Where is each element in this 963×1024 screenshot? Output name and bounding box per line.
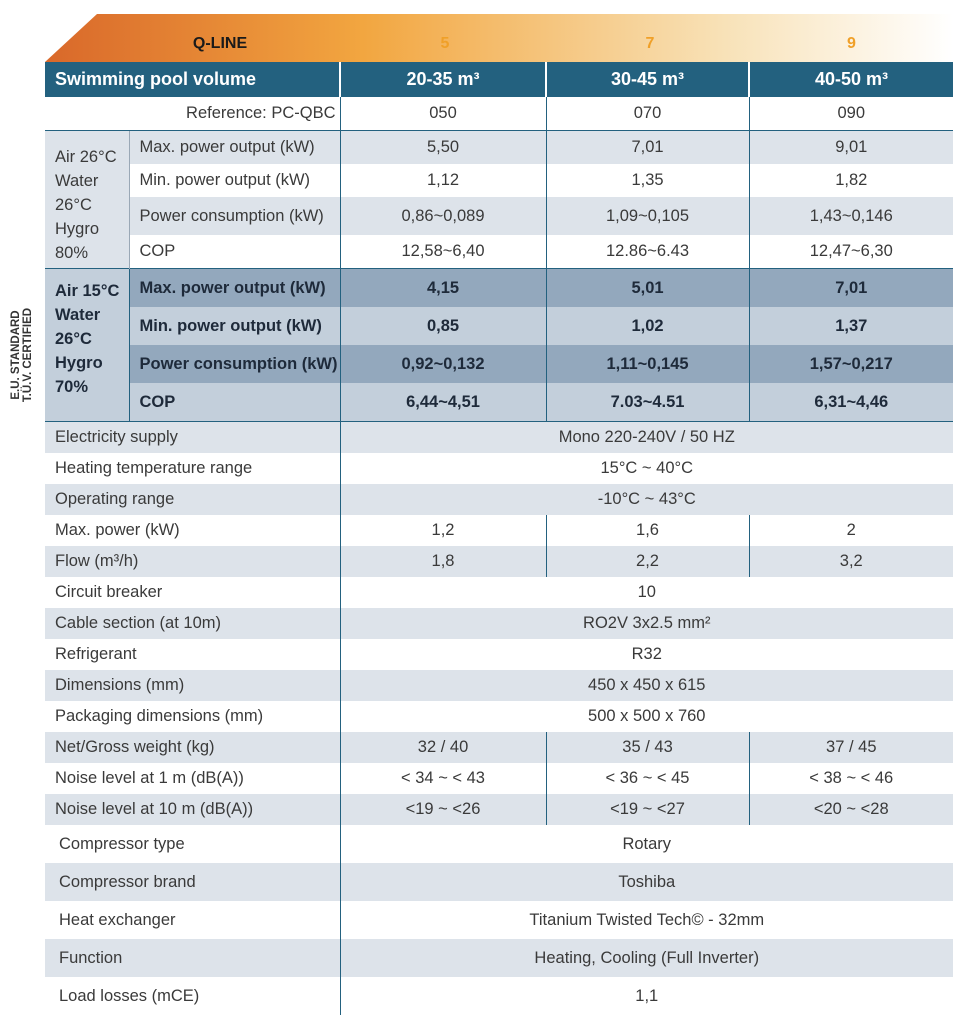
cell-value: 7,01 — [546, 131, 749, 165]
table-row — [45, 763, 953, 794]
row-label: Max. power output (kW) — [129, 269, 340, 308]
cell-value: 1,09~0,105 — [546, 197, 749, 235]
row-label: Cable section (at 10m) — [45, 608, 340, 639]
row-label: Flow (m³/h) — [45, 546, 340, 577]
condition-group-1: Air 26°C Water 26°C Hygro 80% — [45, 131, 129, 269]
table-row — [45, 732, 953, 763]
row-label: Operating range — [45, 484, 340, 515]
cell-value: 7.03~4.51 — [546, 383, 749, 422]
condition-group-2: Air 15°C Water 26°C Hygro 70% — [45, 269, 129, 422]
row-label: Min. power output (kW) — [129, 307, 340, 345]
cell-value: 1,12 — [340, 164, 546, 197]
model-7-label: 7 — [645, 35, 655, 52]
cell-value: 35 / 43 — [546, 732, 749, 763]
cell-value: Toshiba — [340, 863, 953, 901]
cell-value: Titanium Twisted Tech© - 32mm — [340, 901, 953, 939]
row-label: Noise level at 1 m (dB(A)) — [45, 763, 340, 794]
table-row — [45, 701, 953, 732]
table-row — [45, 608, 953, 639]
table-row — [45, 484, 953, 515]
pool-volume-value: 30-45 m³ — [546, 62, 749, 97]
cell-value: <19 ~ <26 — [340, 794, 546, 825]
table-row — [45, 383, 953, 422]
reference-value: 050 — [340, 97, 546, 131]
cell-value: 2,2 — [546, 546, 749, 577]
certification-line-1: E.U. STANDARD — [10, 310, 22, 400]
row-label: Max. power output (kW) — [129, 131, 340, 165]
cell-value: 1,6 — [546, 515, 749, 546]
reference-value: 070 — [546, 97, 749, 131]
row-label: Heat exchanger — [45, 901, 340, 939]
table-row — [45, 164, 953, 197]
cell-value: 12,58~6,40 — [340, 235, 546, 269]
row-label: Refrigerant — [45, 639, 340, 670]
table-row — [45, 422, 953, 454]
table-row — [45, 939, 953, 977]
table-row — [45, 639, 953, 670]
cell-value: 1,02 — [546, 307, 749, 345]
cell-value: Mono 220-240V / 50 HZ — [340, 422, 953, 454]
row-label: Power consumption (kW) — [129, 197, 340, 235]
table-row — [45, 546, 953, 577]
cell-value: 7,01 — [749, 269, 953, 308]
pool-volume-value: 40-50 m³ — [749, 62, 953, 97]
row-label: Load losses (mCE) — [45, 977, 340, 1015]
row-label: Min. power output (kW) — [129, 164, 340, 197]
table-row — [45, 345, 953, 383]
cell-value: 0,92~0,132 — [340, 345, 546, 383]
table-row — [45, 577, 953, 608]
model-9-label: 9 — [847, 35, 856, 52]
model-header — [45, 14, 953, 62]
cell-value: < 36 ~ < 45 — [546, 763, 749, 794]
cell-value: 32 / 40 — [340, 732, 546, 763]
reference-value: 090 — [749, 97, 953, 131]
cell-value: 15°C ~ 40°C — [340, 453, 953, 484]
cell-value: 12.86~6.43 — [546, 235, 749, 269]
cell-value: 6,31~4,46 — [749, 383, 953, 422]
table-row — [45, 131, 953, 165]
cell-value: <19 ~ <27 — [546, 794, 749, 825]
cell-value: 1,37 — [749, 307, 953, 345]
pool-volume-row — [45, 62, 953, 97]
table-row — [45, 515, 953, 546]
cell-value: 1,11~0,145 — [546, 345, 749, 383]
table-row — [45, 197, 953, 235]
row-label: COP — [129, 383, 340, 422]
spec-table — [45, 62, 953, 1015]
cell-value: < 38 ~ < 46 — [749, 763, 953, 794]
cell-value: < 34 ~ < 43 — [340, 763, 546, 794]
model-5-label: 5 — [440, 35, 450, 52]
cell-value: R32 — [340, 639, 953, 670]
table-row — [45, 794, 953, 825]
table-row — [45, 307, 953, 345]
cell-value: 3,2 — [749, 546, 953, 577]
row-label: Packaging dimensions (mm) — [45, 701, 340, 732]
cell-value: 1,8 — [340, 546, 546, 577]
certification-line-2: T.Ü.V. CERTIFIED — [22, 307, 34, 403]
row-label: Net/Gross weight (kg) — [45, 732, 340, 763]
table-row — [45, 977, 953, 1015]
cell-value: 6,44~4,51 — [340, 383, 546, 422]
row-label: Compressor type — [45, 825, 340, 863]
cell-value: 4,15 — [340, 269, 546, 308]
reference-row — [45, 97, 953, 131]
row-label: Compressor brand — [45, 863, 340, 901]
cell-value: 10 — [340, 577, 953, 608]
cell-value: 450 x 450 x 615 — [340, 670, 953, 701]
cell-value: 1,35 — [546, 164, 749, 197]
pool-volume-value: 20-35 m³ — [340, 62, 546, 97]
cell-value: 2 — [749, 515, 953, 546]
cell-value: 37 / 45 — [749, 732, 953, 763]
cell-value: 1,2 — [340, 515, 546, 546]
cell-value: 0,85 — [340, 307, 546, 345]
row-label: Heating temperature range — [45, 453, 340, 484]
cell-value: -10°C ~ 43°C — [340, 484, 953, 515]
cell-value: Rotary — [340, 825, 953, 863]
certification-label — [2, 300, 42, 410]
table-row — [45, 825, 953, 863]
row-label: Circuit breaker — [45, 577, 340, 608]
cell-value: 1,43~0,146 — [749, 197, 953, 235]
cell-value: 1,82 — [749, 164, 953, 197]
row-label: Function — [45, 939, 340, 977]
row-label: Electricity supply — [45, 422, 340, 454]
cell-value: RO2V 3x2.5 mm² — [340, 608, 953, 639]
cell-value: 0,86~0,089 — [340, 197, 546, 235]
pool-volume-label: Swimming pool volume — [45, 62, 340, 97]
product-line-title: Q-LINE — [192, 35, 248, 52]
row-label: Power consumption (kW) — [129, 345, 340, 383]
table-row — [45, 269, 953, 308]
cell-value: 1,1 — [340, 977, 953, 1015]
cell-value: 500 x 500 x 760 — [340, 701, 953, 732]
table-row — [45, 670, 953, 701]
cell-value: 1,57~0,217 — [749, 345, 953, 383]
cell-value: 5,01 — [546, 269, 749, 308]
cell-value: Heating, Cooling (Full Inverter) — [340, 939, 953, 977]
row-label: Max. power (kW) — [45, 515, 340, 546]
cell-value: 5,50 — [340, 131, 546, 165]
table-row — [45, 453, 953, 484]
table-row — [45, 901, 953, 939]
table-row — [45, 235, 953, 269]
reference-label: Reference: PC-QBC — [45, 97, 340, 131]
cell-value: 12,47~6,30 — [749, 235, 953, 269]
row-label: Dimensions (mm) — [45, 670, 340, 701]
cell-value: 9,01 — [749, 131, 953, 165]
cell-value: <20 ~ <28 — [749, 794, 953, 825]
row-label: Noise level at 10 m (dB(A)) — [45, 794, 340, 825]
row-label: COP — [129, 235, 340, 269]
table-row — [45, 863, 953, 901]
